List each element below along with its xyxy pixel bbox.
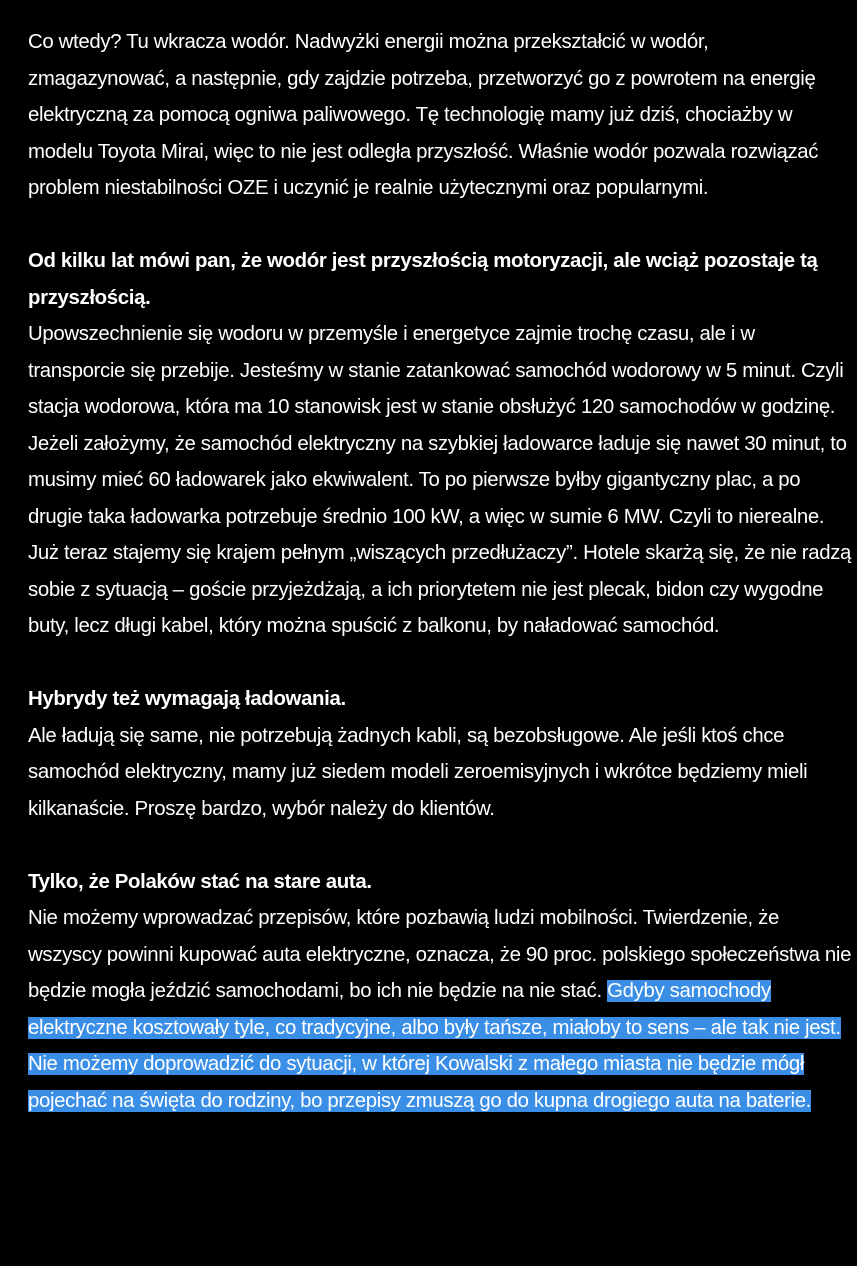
- interview-question: Tylko, że Polaków stać na stare auta.: [28, 870, 372, 893]
- selected-text[interactable]: Gdyby samochody elektryczne kosztowały tyle, co tradycyjne, albo były tańsze, miałoby to sens – ale tak nie jest. Nie możemy doprowadzić do sytuacji, w której Kowalski z małego miasta nie będzie mógł pojechać na święta do rodziny, bo przepisy zmuszą go do kupna drogiego auta na baterie.: [28, 980, 841, 1112]
- article-body: [28, 24, 854, 1119]
- interview-answer: Nie możemy wprowadzać przepisów, które pozbawią ludzi mobilności. Twierdzenie, że wszyscy powinni kupować auta elektryczne, oznacza, że 90 proc. polskiego społeczeństwa nie będzie mogła jeździć samochodami, bo ich nie będzie na nie stać.: [28, 907, 852, 1002]
- interview-answer: Ale ładują się same, nie potrzebują żadnych kabli, są bezobsługowe. Ale jeśli ktoś chce samochód elektryczny, mamy już siedem modeli zeroemisyjnych i wkrótce będziemy mieli kilkanaście. Proszę bardzo, wybór należy do klientów.: [28, 724, 808, 820]
- interview-section: [28, 243, 854, 645]
- interview-question: Hybrydy też wymagają ładowania.: [28, 688, 346, 710]
- intro-paragraph: Co wtedy? Tu wkracza wodór. Nadwyżki energii można przekształcić w wodór, zmagazynować, a następnie, gdy zajdzie potrzeba, przetworzyć go z powrotem na energię elektryczną za pomocą ogniwa paliwowego. Tę technologię mamy już dziś, chociażby w modelu Toyota Mirai, więc to nie jest odległa przyszłość. Właśnie wodór pozwala rozwiązać problem niestabilności OZE i uczynić je realnie użytecznymi oraz popularnymi.: [28, 31, 819, 199]
- interview-question: Od kilku lat mówi pan, że wodór jest przyszłością motoryzacji, ale wciąż pozostaje tą przyszłością.: [28, 250, 818, 309]
- interview-section: [28, 681, 854, 827]
- interview-answer: Upowszechnienie się wodoru w przemyśle i energetyce zajmie trochę czasu, ale i w transporcie się przebije. Jesteśmy w stanie zatankować samochód wodorowy w 5 minut. Czyli stacja wodorowa, która ma 10 stanowisk jest w stanie obsłużyć 120 samochodów w godzinę. Jeżeli założymy, że samochód elektryczny na szybkiej ładowarce ładuje się nawet 30 minut, to musimy mieć 60 ładowarek jako ekwiwalent. To po pierwsze byłby gigantyczny plac, a po drugie taka ładowarka potrzebuje średnio 100 kW, a więc w sumie 6 MW. Czyli to nierealne. Już teraz stajemy się krajem pełnym „wiszących przedłużaczy”. Hotele skarżą się, że nie radzą sobie z sytuacją – goście przyjeżdżają, a ich priorytetem nie jest plecak, bidon czy wygodne buty, lecz długi kabel, który można spuścić z balkonu, by naładować samochód.: [28, 323, 852, 637]
- interview-section: [28, 864, 854, 1120]
